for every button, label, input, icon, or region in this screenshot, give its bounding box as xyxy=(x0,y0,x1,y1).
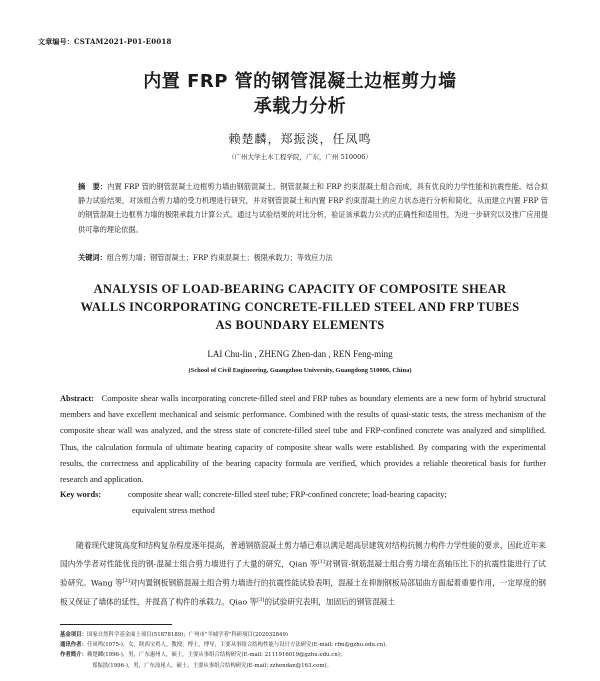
footnote-corresponding xyxy=(60,640,560,650)
body-paragraph xyxy=(60,538,546,611)
english-keywords-label: Key words: xyxy=(60,490,102,499)
chinese-abstract-label: 摘 要： xyxy=(78,182,108,191)
document-id: 文章编号：CSTAM2021-P01-E0018 xyxy=(38,37,172,46)
chinese-title-line-1: 内置 FRP 管的钢管混凝土边框剪力墙 xyxy=(143,71,457,92)
chinese-keywords-text: 组合剪力墙；钢管混凝土；FRP 约束混凝土；极限承载力；等效应力法 xyxy=(106,253,333,262)
english-abstract-text: Composite shear walls incorporating concrete-filled steel and FRP tubes as boundary elements are a new form of hybrid structural members and have excellent mechanical and seismic performance. Combined with the results of quasi-static tests, the stress mechanism of the composite shear wall was analyzed, and the stress state of concrete-filled steel tube and FRP-confined concrete was analyzed and simplified. Thus, the calculation formula of ultimate bearing capacity of composite shear walls were established. By comparing with the experimental results, the correctness and applicability of the bearing capacity formula are verified, which provides a reliable theoretical basis for further research and application. xyxy=(60,394,547,485)
english-abstract-label: Abstract: xyxy=(60,394,94,403)
footnote-corresponding-label: 通讯作者： xyxy=(60,642,87,649)
body-text-part-3: 对内置钢板钢筋混凝土组合剪力墙进行的抗震性能试验表明，混凝土在抑制钢板局部屈曲方面起着重要作用，一定厚度的钢板又保证了墙体的延性，并提高了构件的承载力。Qiao 等 xyxy=(60,578,546,607)
body-text-part-2: 对钢管-钢筋混凝土组合剪力墙在高轴压比下的抗震性能进行了试验研究。Wang 等 xyxy=(60,559,546,588)
chinese-keywords xyxy=(78,253,548,263)
footnotes xyxy=(60,630,560,671)
english-title-line-1: ANALYSIS OF LOAD-BEARING CAPACITY OF COMPOSITE SHEAR xyxy=(93,282,507,296)
body-text-part-4: 的试验研究表明，加固后的钢管混凝土 xyxy=(264,597,396,607)
english-authors: LAI Chu-lin , ZHENG Zhen-dan , REN Feng-ming xyxy=(207,349,393,359)
chinese-authors: 赖楚麟，郑振淡，任凤鸣 xyxy=(228,132,372,146)
footnote-funding-text: 国家自然科学基金面上项目(51878189)；广州市"羊城学者"科研项目(202032849) xyxy=(86,632,289,638)
english-keywords-line-2: equivalent stress method xyxy=(132,506,215,515)
footnote-funding xyxy=(60,630,560,640)
footnote-author-1-text: 赖楚麟(1996-)，男，广东惠州人，硕士，主要从事组合结构研究(E-mail: 2111916019@gzhu.edu.cn)； xyxy=(86,652,346,659)
citation-3: [3] xyxy=(257,596,265,603)
english-abstract xyxy=(60,391,546,488)
english-keywords-line-1: composite shear wall; concrete-filled steel tube; FRP-confined concrete; load-bearing capacity; xyxy=(128,490,447,499)
chinese-abstract-text: 内置 FRP 管的钢管混凝土边框剪力墙由钢筋混凝土、钢管混凝土和 FRP 约束混凝土组合而成，具有优良的力学性能和抗震性能。结合拟静力试验结果，对该组合剪力墙的受力机理进行研究，并对钢管混凝土和内置 FRP 约束混凝土的应力状态进行分析和简化，从而建立内置 FRP 管的钢管混凝土边框剪力墙的极限承载力计算公式。通过与试验结果的对比分析，验证该承载力公式的正确性和适用性，为进一步研究以及推广应用提供可靠的理论依据。 xyxy=(78,182,548,234)
body-text-part-1: 随着现代建筑高度和结构复杂程度逐年提高，普通钢筋混凝土剪力墙已难以满足超高层建筑对结构抗侧力构件力学性能的要求，因此近年来国内外学者对性能优良的钢-混凝土组合剪力墙进行了大量的研究，Qian 等 xyxy=(60,541,546,569)
footnote-author-label: 作者简介： xyxy=(60,652,87,659)
footnote-corresponding-text: 任凤鸣(1975-)，女，陕西宝鸡人，教授，博士，博导，主要从事组合结构性能与设计方法研究(E-mail: rfm@gzhu.edu.cn)。 xyxy=(86,642,391,649)
chinese-abstract xyxy=(78,180,548,237)
english-title-line-2: WALLS INCORPORATING CONCRETE-FILLED STEEL AND FRP TUBES xyxy=(80,300,520,314)
chinese-keywords-label: 关键词： xyxy=(78,253,107,262)
chinese-title-line-2: 承载力分析 xyxy=(253,96,347,117)
footnote-author-1 xyxy=(60,650,560,660)
footnote-divider xyxy=(60,624,172,625)
english-affiliation: (School of Civil Engineering, Guangzhou University, Guangdong 510006, China) xyxy=(188,367,412,374)
english-title-line-3: AS BOUNDARY ELEMENTS xyxy=(215,318,385,332)
chinese-affiliation: （广州大学土木工程学院，广东，广州 510006） xyxy=(228,153,372,161)
footnote-funding-label: 基金项目： xyxy=(60,632,87,638)
footnote-author-2: 郑振淡(1996-)，男，广东汕尾人，硕士，主要从事组合结构研究(E-mail: zzhendan@163.com)。 xyxy=(92,662,332,669)
citation-1: [1] xyxy=(317,559,325,566)
citation-2: [2] xyxy=(122,577,130,584)
english-keywords xyxy=(60,487,546,519)
